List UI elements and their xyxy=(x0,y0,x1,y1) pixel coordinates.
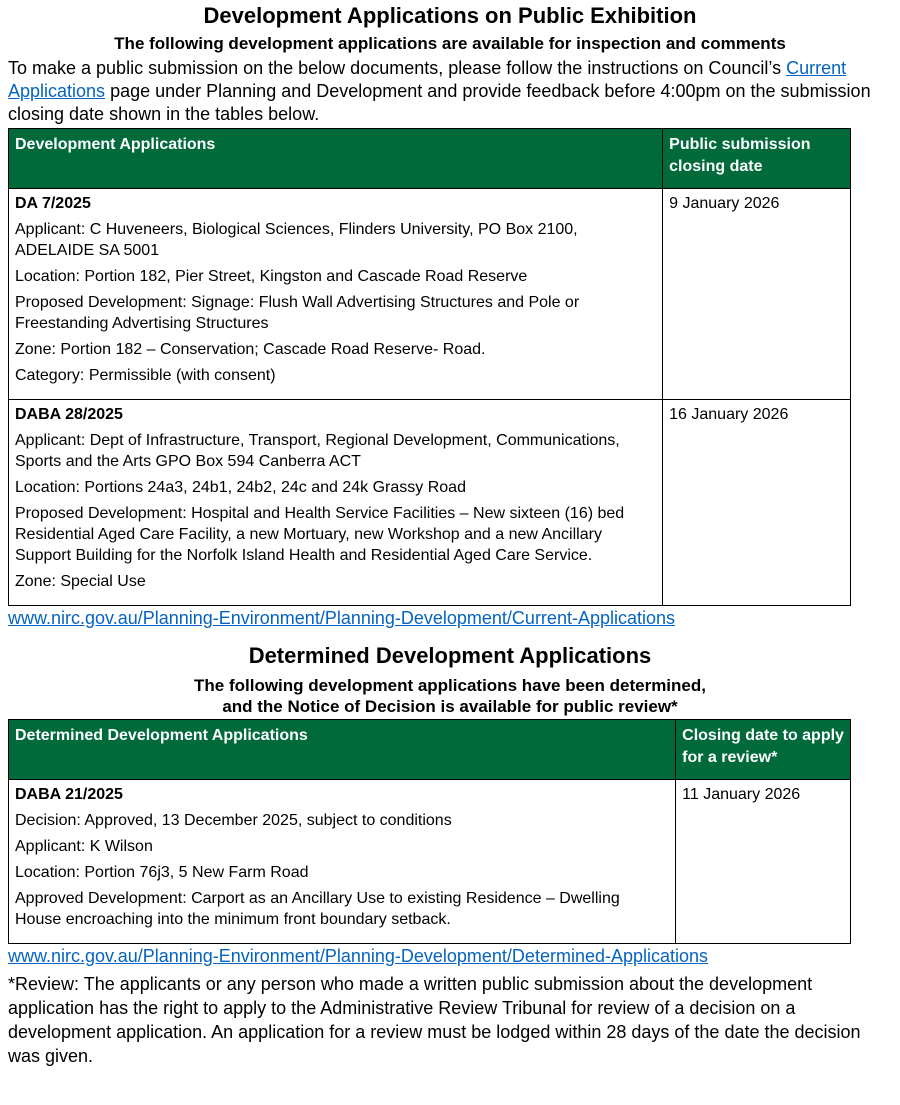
table-header-row xyxy=(9,129,851,189)
application-zone: Zone: Special Use xyxy=(15,573,146,590)
review-footnote: *Review: The applicants or any person who made a written public submission about the development application has the right to apply to the Administrative Review Tribunal for review of a decision on a development application. An application for a review must be lodged within 28 days of the date the decision was given. xyxy=(8,974,861,1066)
application-ref: DA 7/2025 xyxy=(15,195,91,212)
determined-section xyxy=(8,643,892,1068)
application-proposed: Proposed Development: Signage: Flush Wall Advertising Structures and Pole or Freestanding Advertising Structures xyxy=(15,294,580,332)
application-applicant: Applicant: C Huveneers, Biological Sciences, Flinders University, PO Box 2100, ADELAIDE SA 5001 xyxy=(15,221,578,259)
col-development-applications: Development Applications xyxy=(9,129,663,189)
current-applications-link[interactable]: Current Applications xyxy=(8,58,847,101)
determined-table xyxy=(8,719,851,944)
exhibition-subtitle: The following development applications are available for inspection and comments xyxy=(114,34,786,53)
intro-text-after: page under Planning and Development and provide feedback before 4:00pm on the submission closing date shown in the tables below. xyxy=(8,81,871,124)
intro-text-before: To make a public submission on the below documents, please follow the instructions on Council’s xyxy=(8,58,787,78)
application-details xyxy=(9,780,676,944)
application-closing-date: 11 January 2026 xyxy=(676,780,851,944)
determined-title: Determined Development Applications xyxy=(248,643,652,668)
col-determined-applications: Determined Development Applications xyxy=(9,720,676,780)
current-applications-url-line xyxy=(8,607,892,629)
determined-applications-url-link[interactable]: www.nirc.gov.au/Planning-Environment/Planning-Development/Determined-Applications xyxy=(8,946,709,966)
application-applicant: Applicant: K Wilson xyxy=(15,838,153,855)
col-review-closing-date: Closing date to apply for a review* xyxy=(676,720,851,780)
application-location: Location: Portion 182, Pier Street, Kingston and Cascade Road Reserve xyxy=(15,268,528,285)
application-applicant: Applicant: Dept of Infrastructure, Transport, Regional Development, Communications, Sports and the Arts GPO Box 594 Canberra ACT xyxy=(15,432,620,470)
application-category: Category: Permissible (with consent) xyxy=(15,367,276,384)
exhibition-table xyxy=(8,128,851,606)
application-details xyxy=(9,189,663,400)
exhibition-intro xyxy=(8,57,892,126)
application-closing-date: 16 January 2026 xyxy=(663,400,851,606)
table-row xyxy=(9,189,851,400)
determined-subtitle-line1: The following development applications have been determined, xyxy=(194,676,706,695)
application-details xyxy=(9,400,663,606)
determined-applications-url-line xyxy=(8,945,892,967)
application-location: Location: Portion 76j3, 5 New Farm Road xyxy=(15,864,309,881)
determined-subtitle-line2: and the Notice of Decision is available for public review* xyxy=(222,697,678,716)
determined-subtitle xyxy=(8,675,892,717)
application-closing-date: 9 January 2026 xyxy=(663,189,851,400)
application-decision: Decision: Approved, 13 December 2025, subject to conditions xyxy=(15,812,452,829)
table-header-row xyxy=(9,720,851,780)
exhibition-title: Development Applications on Public Exhibition xyxy=(203,3,697,28)
application-ref: DABA 28/2025 xyxy=(15,406,123,423)
application-proposed: Proposed Development: Hospital and Health Service Facilities – New sixteen (16) bed Residential Aged Care Facility, a new Mortuary, new Workshop and a new Ancillary Support Building for the Norfolk Island Health and Residential Aged Care Service. xyxy=(15,505,625,564)
current-applications-url-link[interactable]: www.nirc.gov.au/Planning-Environment/Planning-Development/Current-Applications xyxy=(8,608,676,628)
table-row xyxy=(9,780,851,944)
application-approved: Approved Development: Carport as an Ancillary Use to existing Residence – Dwelling House encroaching into the minimum front boundary setback. xyxy=(15,890,620,928)
application-location: Location: Portions 24a3, 24b1, 24b2, 24c and 24k Grassy Road xyxy=(15,479,466,496)
col-closing-date: Public submission closing date xyxy=(663,129,851,189)
application-ref: DABA 21/2025 xyxy=(15,786,123,803)
table-row xyxy=(9,400,851,606)
application-zone: Zone: Portion 182 – Conservation; Cascade Road Reserve- Road. xyxy=(15,341,486,358)
